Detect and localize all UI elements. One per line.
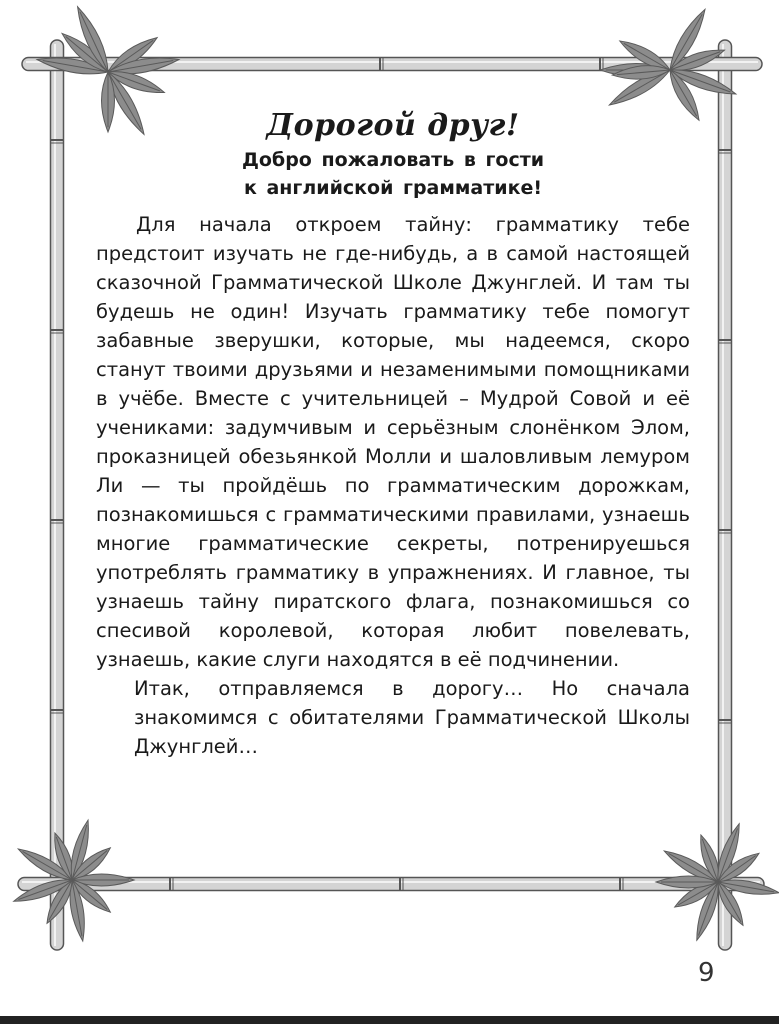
bamboo-pole — [719, 40, 732, 950]
subtitle-line-2: к английской грамматике! — [243, 177, 543, 199]
page-number: 9 — [698, 958, 715, 988]
bottom-rule — [0, 1016, 779, 1024]
closing-paragraph: Итак, отправляемся в дорогу… Но сначала знакомимся с обитателями Грамматической Школы Джунглей… — [134, 677, 690, 758]
subtitle-line-1: Добро пожаловать в гости — [241, 149, 545, 171]
bamboo-pole — [51, 40, 64, 950]
page-subtitle — [96, 146, 690, 202]
page-title: Дорогой друг! — [266, 108, 520, 143]
intro-paragraph: Для начала откроем тайну: грамматику тебе предстоит изучать не где-нибудь, а в самой настоящей сказочной Грамматической Школе Джунглей. И там ты будешь не один! Изучать грамматику тебе помогут забавные зверушки, которые, мы надеемся, скоро станут твоими друзьями и незаменимыми помощниками в учёбе. Вместе с учительницей – Мудрой Совой и её учениками: задумчивым и серьёзным слонёнком Элом, проказницей обезьянкой Молли и шаловливым лемуром Ли — ты пройдёшь по грамматическим дорожкам, познакомишься с грамматическими правилами, узнаешь многие грамматические секреты, потренируешься употреблять грамматику в упражнениях. И главное, ты узнаешь тайну пиратского флага, познакомишься со спесивой королевой, которая любит повелевать, узнаешь, какие слуги находятся в её подчинении. — [96, 213, 690, 671]
content — [96, 108, 690, 761]
